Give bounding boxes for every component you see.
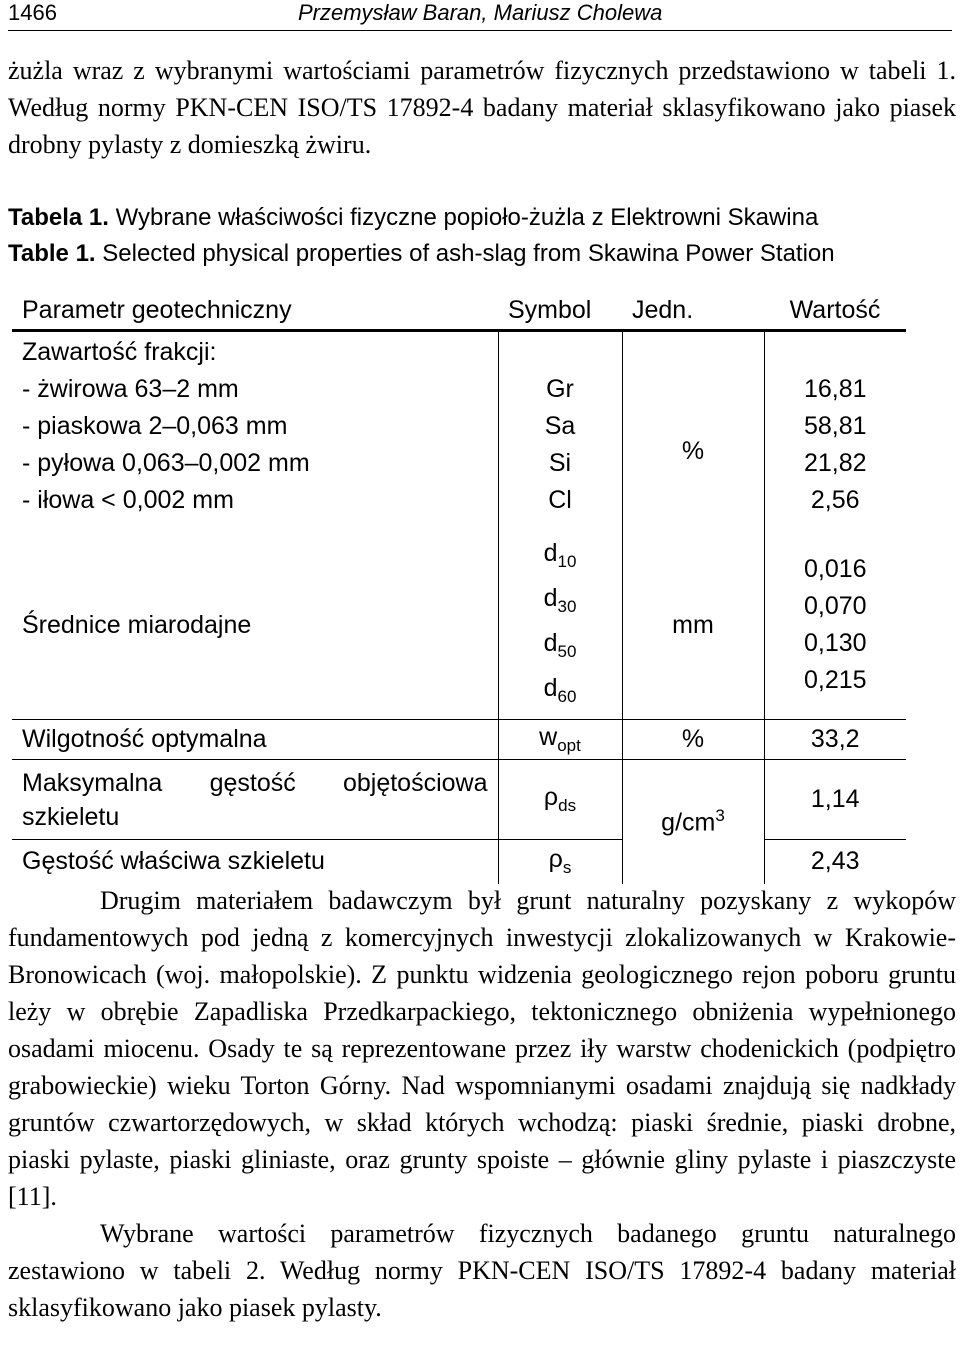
- fractions-row: [12, 331, 906, 532]
- diameters-values: [764, 531, 906, 720]
- fraction-name: - żwirowa 63–2 mm: [22, 375, 239, 403]
- fraction-symbol: Gr: [546, 375, 574, 403]
- header-parameter: Parametr geotechniczny: [12, 291, 498, 331]
- intro-text: żużla wraz z wybranymi wartościami parametrów fizycznych przedstawiono w tabeli 1. Według normy PKN-CEN ISO/TS 17892-4 badany materiał sklasyfikowano jako piasek drobny pylasty z domieszką żwiru.: [8, 56, 956, 159]
- max-density-symbol: $\rho_{ds}$: [498, 760, 622, 840]
- specific-density-row: [12, 840, 906, 884]
- fraction-value: 2,56: [810, 486, 860, 514]
- diameter-value: 0,215: [803, 666, 867, 694]
- fractions-title: Zawartość frakcji:: [22, 338, 217, 366]
- moisture-symbol: $w_{opt}$: [498, 720, 622, 760]
- diameter-value: 0,016: [803, 555, 867, 583]
- diameters-symbols: [498, 531, 622, 720]
- fraction-symbol: Si: [548, 449, 572, 477]
- fraction-value: 16,81: [803, 375, 867, 403]
- diameter-symbol: $d_{30}$: [543, 584, 577, 616]
- moisture-value: 33,2: [764, 720, 906, 760]
- density-unit: $g/cm^3$: [622, 760, 764, 884]
- body-paragraph-1: Drugim materiałem badawczym był grunt naturalny pozyskany z wykopów fundamentowych pod jedną z komercyjnych inwestycji zlokalizowanych w Krakowie-Bronowicach (woj. małopolskie). Z punktu widzenia geologicznego rejon poboru gruntu leży w obrębie Zapadliska Przedkarpackiego, tektonicznego obniżenia wypełnionego osadami miocenu. Osady te są reprezentowane przez iły warstw chodenickich (podpiętro grabowieckie) wieku Torton Górny. Nad wspomnianymi osadami znajdują się nadkłady gruntów czwartorzędowych, w skład których wchodzą: piaski średnie, piaski drobne, piaski pylaste, piaski gliniaste, oraz grunty spoiste – głównie gliny pylaste i piaszczyste [11].: [8, 886, 956, 1211]
- diameters-unit: mm: [622, 531, 764, 720]
- fraction-symbol: Cl: [548, 486, 572, 514]
- table-caption-pl: [8, 199, 818, 236]
- intro-paragraph: [8, 52, 956, 163]
- max-density-row: [12, 760, 906, 840]
- diameter-symbol: $d_{60}$: [543, 674, 577, 706]
- diameter-symbol: $d_{50}$: [543, 629, 577, 661]
- fraction-value: 58,81: [803, 412, 867, 440]
- moisture-row: [12, 720, 906, 760]
- caption-pl-label: Tabela 1.: [8, 204, 109, 231]
- body-paragraph-2: Wybrane wartości parametrów fizycznych badanego gruntu naturalnego zestawiono w tabeli 2. Według normy PKN-CEN ISO/TS 17892-4 badany materiał sklasyfikowano jako piasek pylasty.: [8, 1219, 956, 1322]
- caption-pl-text: Wybrane właściwości fizyczne popioło-żużla z Elektrowni Skawina: [108, 204, 819, 231]
- diameters-name: Średnice miarodajne: [12, 531, 498, 720]
- specific-density-name: Gęstość właściwa szkieletu: [12, 840, 498, 884]
- page-header: [8, 0, 952, 31]
- specific-density-symbol: $\rho_s$: [498, 840, 622, 884]
- header-symbol: Symbol: [498, 291, 622, 331]
- running-authors: Przemysław Baran, Mariusz Cholewa: [298, 0, 663, 25]
- header-value: Wartość: [764, 291, 906, 331]
- max-density-value: 1,14: [764, 760, 906, 840]
- specific-density-value: 2,43: [764, 840, 906, 884]
- properties-table: [12, 291, 906, 884]
- fraction-name: - pyłowa 0,063–0,002 mm: [22, 449, 310, 477]
- fractions-unit: %: [622, 331, 764, 532]
- table-header-row: [12, 291, 906, 331]
- moisture-unit: %: [622, 720, 764, 760]
- diameters-row: [12, 531, 906, 720]
- caption-en-text: Selected physical properties of ash-slag from Skawina Power Station: [95, 240, 835, 267]
- diameter-value: 0,070: [803, 592, 867, 620]
- header-unit: Jedn.: [622, 291, 764, 331]
- fraction-symbol: Sa: [544, 412, 576, 440]
- body-text: [8, 882, 956, 1326]
- diameter-symbol: $d_{10}$: [543, 539, 577, 571]
- fractions-symbols: [498, 331, 622, 532]
- diameter-value: 0,130: [803, 629, 867, 657]
- moisture-name: Wilgotność optymalna: [12, 720, 498, 760]
- fraction-name: - piaskowa 2–0,063 mm: [22, 412, 288, 440]
- max-density-name: Maksymalna gęstość objętościowa szkieletu: [12, 760, 498, 840]
- page-number: 1466: [8, 0, 57, 25]
- fraction-value: 21,82: [803, 449, 867, 477]
- caption-en-label: Table 1.: [8, 240, 96, 267]
- table-caption-en: [8, 235, 835, 272]
- fractions-names: [12, 331, 498, 532]
- fraction-name: - iłowa < 0,002 mm: [22, 486, 234, 514]
- fractions-values: [764, 331, 906, 532]
